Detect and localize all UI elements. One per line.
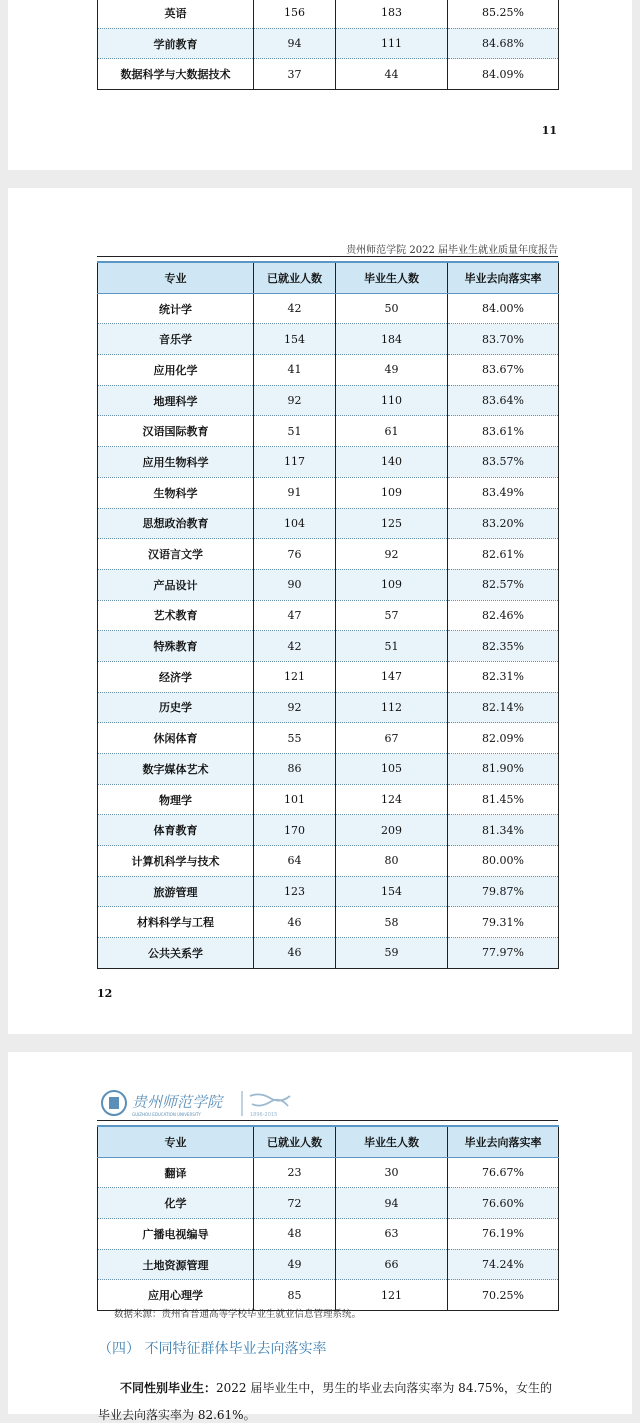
table-header-row: [98, 262, 559, 293]
graduates-cell: 121: [336, 1280, 448, 1311]
table-row: [98, 661, 559, 692]
table-row: [98, 324, 559, 355]
university-logo-icon: [100, 1088, 320, 1118]
major-cell: 物理学: [98, 784, 254, 815]
major-cell: 计算机科学与技术: [98, 846, 254, 877]
employed-cell: 37: [254, 59, 336, 90]
rate-cell: 83.61%: [448, 416, 559, 447]
rate-cell: 82.14%: [448, 692, 559, 723]
employed-cell: 76: [254, 539, 336, 570]
table-row: [98, 1188, 559, 1219]
major-cell: 产品设计: [98, 569, 254, 600]
graduates-cell: 124: [336, 784, 448, 815]
paragraph-label: 不同性别毕业生：: [120, 1381, 217, 1395]
table-row: [98, 692, 559, 723]
employed-cell: 85: [254, 1280, 336, 1311]
table-row: [98, 600, 559, 631]
table-row: [98, 477, 559, 508]
graduates-cell: 59: [336, 938, 448, 969]
table-row: [98, 907, 559, 938]
rate-cell: 85.25%: [448, 0, 559, 28]
rate-cell: 83.64%: [448, 385, 559, 416]
rate-cell: 81.34%: [448, 815, 559, 846]
svg-text:贵州师范学院: 贵州师范学院: [132, 1093, 223, 1111]
rate-cell: 82.35%: [448, 631, 559, 662]
employed-cell: 47: [254, 600, 336, 631]
rate-cell: 83.20%: [448, 508, 559, 539]
rate-cell: 77.97%: [448, 938, 559, 969]
employed-cell: 104: [254, 508, 336, 539]
page-12: [8, 188, 632, 1034]
table-row: [98, 815, 559, 846]
graduates-cell: 66: [336, 1249, 448, 1280]
column-header: 专业: [98, 1126, 254, 1157]
paragraph-text: 2022 届毕业生中，男生的毕业去向落实率为 84.75%，女生的: [216, 1381, 552, 1395]
graduates-cell: 50: [336, 293, 448, 324]
table-row: [98, 539, 559, 570]
major-cell: 统计学: [98, 293, 254, 324]
major-cell: 公共关系学: [98, 938, 254, 969]
employed-cell: 64: [254, 846, 336, 877]
employment-table-page-13: [97, 1125, 559, 1311]
graduates-cell: 184: [336, 324, 448, 355]
page-11: [8, 0, 632, 170]
employed-cell: 154: [254, 324, 336, 355]
employed-cell: 90: [254, 569, 336, 600]
major-cell: 翻译: [98, 1157, 254, 1188]
major-cell: 音乐学: [98, 324, 254, 355]
table-row: [98, 569, 559, 600]
employed-cell: 46: [254, 938, 336, 969]
major-cell: 化学: [98, 1188, 254, 1219]
rate-cell: 79.31%: [448, 907, 559, 938]
rate-cell: 83.67%: [448, 355, 559, 386]
table-row: [98, 447, 559, 478]
major-cell: 思想政治教育: [98, 508, 254, 539]
svg-text:GUIZHOU EDUCATION UNIVERSITY: GUIZHOU EDUCATION UNIVERSITY: [132, 1112, 201, 1117]
table-row: [98, 416, 559, 447]
graduates-cell: 209: [336, 815, 448, 846]
rate-cell: 70.25%: [448, 1280, 559, 1311]
graduates-cell: 111: [336, 28, 448, 59]
major-cell: 数据科学与大数据技术: [98, 59, 254, 90]
employed-cell: 46: [254, 907, 336, 938]
graduates-cell: 44: [336, 59, 448, 90]
table-row: [98, 59, 559, 90]
graduates-cell: 109: [336, 477, 448, 508]
graduates-cell: 80: [336, 846, 448, 877]
graduates-cell: 67: [336, 723, 448, 754]
graduates-cell: 154: [336, 876, 448, 907]
rate-cell: 84.00%: [448, 293, 559, 324]
table-row: [98, 1249, 559, 1280]
table-header-row: [98, 1126, 559, 1157]
employed-cell: 123: [254, 876, 336, 907]
rate-cell: 79.87%: [448, 876, 559, 907]
rate-cell: 82.31%: [448, 661, 559, 692]
employed-cell: 51: [254, 416, 336, 447]
table-row: [98, 508, 559, 539]
major-cell: 材料科学与工程: [98, 907, 254, 938]
employed-cell: 94: [254, 28, 336, 59]
major-cell: 地理科学: [98, 385, 254, 416]
rate-cell: 84.68%: [448, 28, 559, 59]
rate-cell: 82.57%: [448, 569, 559, 600]
graduates-cell: 58: [336, 907, 448, 938]
major-cell: 汉语言文学: [98, 539, 254, 570]
employed-cell: 86: [254, 754, 336, 785]
major-cell: 土地资源管理: [98, 1249, 254, 1280]
table-row: [98, 631, 559, 662]
column-header: 毕业去向落实率: [448, 1126, 559, 1157]
major-cell: 应用心理学: [98, 1280, 254, 1311]
header-rule: [97, 1120, 558, 1121]
rate-cell: 81.90%: [448, 754, 559, 785]
column-header: 专业: [98, 262, 254, 293]
page-number: 12: [97, 987, 113, 1000]
employed-cell: 72: [254, 1188, 336, 1219]
paragraph: [120, 1379, 552, 1396]
graduates-cell: 110: [336, 385, 448, 416]
graduates-cell: 112: [336, 692, 448, 723]
major-cell: 英语: [98, 0, 254, 28]
employed-cell: 23: [254, 1157, 336, 1188]
svg-text:1896-2015: 1896-2015: [250, 1112, 278, 1118]
major-cell: 经济学: [98, 661, 254, 692]
section-heading: （四） 不同特征群体毕业去向落实率: [98, 1341, 327, 1357]
graduates-cell: 30: [336, 1157, 448, 1188]
major-cell: 休闲体育: [98, 723, 254, 754]
column-header: 已就业人数: [254, 262, 336, 293]
rate-cell: 76.19%: [448, 1219, 559, 1250]
employed-cell: 92: [254, 385, 336, 416]
rate-cell: 82.46%: [448, 600, 559, 631]
running-header: 贵州师范学院 2022 届毕业生就业质量年度报告: [346, 245, 558, 256]
graduates-cell: 92: [336, 539, 448, 570]
major-cell: 汉语国际教育: [98, 416, 254, 447]
table-row: [98, 385, 559, 416]
employed-cell: 156: [254, 0, 336, 28]
table-row: [98, 1157, 559, 1188]
table-row: [98, 723, 559, 754]
rate-cell: 76.60%: [448, 1188, 559, 1219]
rate-cell: 74.24%: [448, 1249, 559, 1280]
major-cell: 旅游管理: [98, 876, 254, 907]
table-row: [98, 1219, 559, 1250]
employed-cell: 49: [254, 1249, 336, 1280]
rate-cell: 83.57%: [448, 447, 559, 478]
table-row: [98, 28, 559, 59]
graduates-cell: 57: [336, 600, 448, 631]
graduates-cell: 49: [336, 355, 448, 386]
graduates-cell: 147: [336, 661, 448, 692]
major-cell: 广播电视编导: [98, 1219, 254, 1250]
major-cell: 体育教育: [98, 815, 254, 846]
graduates-cell: 51: [336, 631, 448, 662]
employed-cell: 117: [254, 447, 336, 478]
column-header: 毕业生人数: [336, 262, 448, 293]
table-row: [98, 846, 559, 877]
major-cell: 历史学: [98, 692, 254, 723]
employed-cell: 42: [254, 631, 336, 662]
employed-cell: 55: [254, 723, 336, 754]
table-row: [98, 938, 559, 969]
employed-cell: 92: [254, 692, 336, 723]
table-row: [98, 754, 559, 785]
graduates-cell: 140: [336, 447, 448, 478]
rate-cell: 76.67%: [448, 1157, 559, 1188]
rate-cell: 80.00%: [448, 846, 559, 877]
rate-cell: 84.09%: [448, 59, 559, 90]
column-header: 毕业生人数: [336, 1126, 448, 1157]
rate-cell: 83.70%: [448, 324, 559, 355]
graduates-cell: 109: [336, 569, 448, 600]
paragraph-continued: 毕业去向落实率为 82.61%。: [98, 1408, 256, 1422]
rate-cell: 83.49%: [448, 477, 559, 508]
header-rule: [97, 256, 558, 257]
graduates-cell: 183: [336, 0, 448, 28]
major-cell: 生物科学: [98, 477, 254, 508]
major-cell: 数字媒体艺术: [98, 754, 254, 785]
major-cell: 应用生物科学: [98, 447, 254, 478]
rate-cell: 81.45%: [448, 784, 559, 815]
employed-cell: 121: [254, 661, 336, 692]
major-cell: 应用化学: [98, 355, 254, 386]
column-header: 已就业人数: [254, 1126, 336, 1157]
graduates-cell: 61: [336, 416, 448, 447]
page-number: 11: [541, 124, 557, 137]
graduates-cell: 105: [336, 754, 448, 785]
employed-cell: 91: [254, 477, 336, 508]
employed-cell: 41: [254, 355, 336, 386]
major-cell: 特殊教育: [98, 631, 254, 662]
rate-cell: 82.09%: [448, 723, 559, 754]
major-cell: 学前教育: [98, 28, 254, 59]
graduates-cell: 125: [336, 508, 448, 539]
employed-cell: 170: [254, 815, 336, 846]
employment-table-page-12: [97, 261, 559, 969]
page-13: [8, 1052, 632, 1422]
table-row: [98, 876, 559, 907]
graduates-cell: 63: [336, 1219, 448, 1250]
rate-cell: 82.61%: [448, 539, 559, 570]
table-row: [98, 0, 559, 28]
data-source-note: 数据来源：贵州省普通高等学校毕业生就业信息管理系统。: [114, 1309, 362, 1320]
employed-cell: 42: [254, 293, 336, 324]
major-cell: 艺术教育: [98, 600, 254, 631]
employed-cell: 101: [254, 784, 336, 815]
graduates-cell: 94: [336, 1188, 448, 1219]
table-row: [98, 784, 559, 815]
table-row: [98, 355, 559, 386]
employed-cell: 48: [254, 1219, 336, 1250]
employment-table-page-11: [97, 0, 559, 90]
table-row: [98, 293, 559, 324]
column-header: 毕业去向落实率: [448, 262, 559, 293]
